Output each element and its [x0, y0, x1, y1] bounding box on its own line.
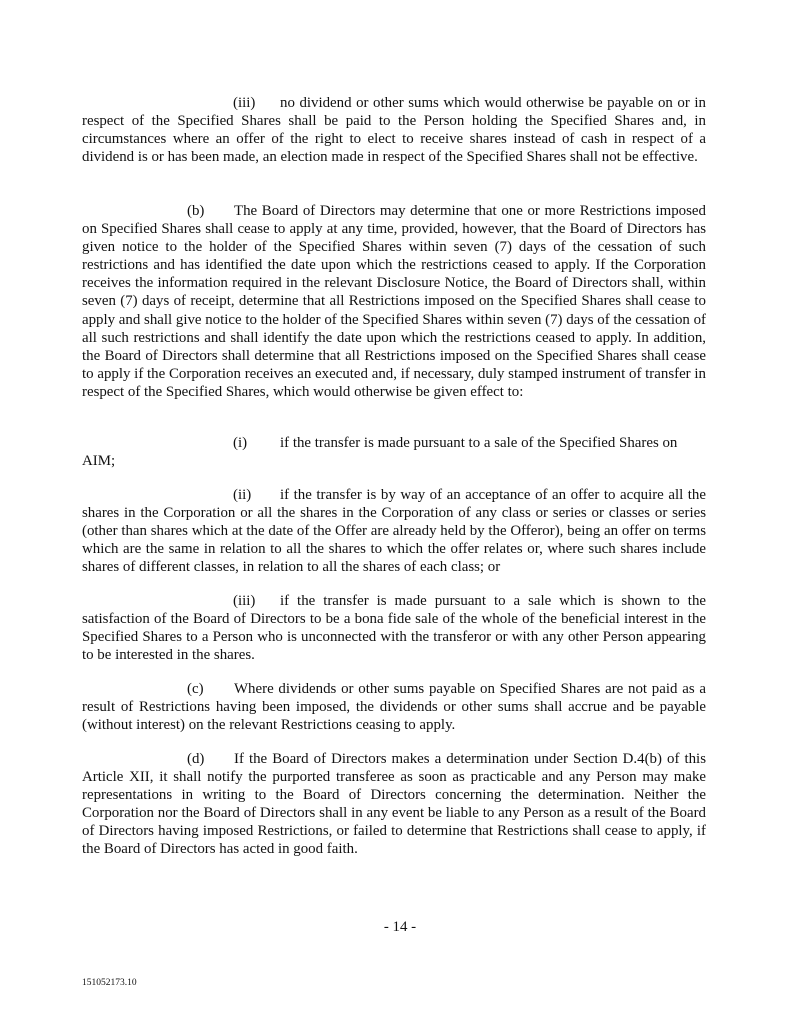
paragraph-first-line: If the Board of Directors makes a determination under Section D.4(b) of — [234, 751, 680, 767]
paragraph-iii-dividend — [82, 94, 706, 166]
paragraph-b — [82, 202, 706, 401]
paragraph-iii-transfer — [82, 592, 706, 664]
paragraph-marker: (iii) — [233, 593, 256, 609]
paragraph-marker: (d) — [187, 751, 205, 767]
paragraph-text: AIM; — [82, 453, 116, 470]
paragraph-text: as a result of Restrictions having been imposed, the dividends or other sums shall accrue and be payable (without interest) on the relevant Restrictions ceasing to apply. — [82, 681, 706, 734]
paragraph-marker: (iii) — [233, 95, 256, 111]
paragraph-text: the shares in the Corporation or all the shares in the Corporation of any class or series or classes or series (other than shares which at the date of the Offer are already held by the Offeror), being an offer on terms which are the same in relation to all the shares to which the offer relates or, where such shares include shares of different classes, in relation to all the shares of each class; or — [82, 487, 706, 576]
paragraph-first-line: if the transfer is made pursuant to a sale of the Specified Shares on — [280, 435, 678, 451]
page-number: - 14 - — [383, 919, 417, 935]
paragraph-first-line: no dividend or other sums which would otherwise be payable on or — [280, 95, 690, 111]
paragraph-d — [82, 750, 706, 859]
paragraph-first-line: if the transfer is by way of an acceptance of an offer to acquire all — [280, 487, 684, 503]
paragraph-marker: (b) — [187, 203, 205, 219]
paragraph-i — [82, 434, 706, 470]
paragraph-text: this Article XII, it shall notify the purported transferee as soon as practicable and any Person may make representations in writing to the Board of Directors concerning the determination. Neither the Corporation nor the Board of Directors shall in any event be liable to any Person as a result of the Board of Directors having imposed Restrictions, or failed to determine that Restrictions shall cease to apply, if the Board of Directors has acted in good faith. — [82, 751, 706, 858]
paragraph-marker: (ii) — [233, 487, 252, 503]
paragraph-first-line: Where dividends or other sums payable on Specified Shares are not paid — [234, 681, 678, 697]
paragraph-marker: (c) — [187, 681, 204, 697]
paragraph-text: in respect of the Specified Shares shall be paid to the Person holding the Specified Shares and, in circumstances where an offer of the right to elect to receive shares instead of cash in respect of a dividend is or has been made, an election made in respect of the Specified Shares shall not be effective. — [82, 95, 706, 166]
paragraph-first-line: The Board of Directors may determine that one or more Restrictions — [234, 203, 651, 219]
paragraph-marker: (i) — [233, 435, 248, 451]
paragraph-text: satisfaction of the Board of Directors to be a bona fide sale of the whole of the beneficial interest in the Specified Shares to a Person who is unconnected with the transferor or with any other Person appearing to be interested in the shares. — [82, 611, 706, 664]
document-id: 151052173.10 — [82, 978, 137, 988]
paragraph-first-line: if the transfer is made pursuant to a sale which is shown to the — [280, 593, 706, 609]
paragraph-ii — [82, 486, 706, 576]
paragraph-c — [82, 680, 706, 734]
paragraph-text: imposed on Specified Shares shall cease to apply at any time, provided, however, that the Board of Directors has given notice to the holder of the Specified Shares within seven (7) days of the cessation of such restrictions and has identified the date upon which the restrictions ceased to apply. If the Corporation receives the information required in the relevant Disclosure Notice, the Board of Directors shall, within seven (7) days of receipt, determine that all Restrictions imposed on the Specified Shares shall cease to apply and shall give notice to the holder of the Specified Shares within seven (7) days of the cessation of all such restrictions and shall identify the date upon which the restrictions ceased to apply. In addition, the Board of Directors shall determine that all Restrictions imposed on the Specified Shares shall cease to apply if the Corporation receives an executed and, if necessary, duly stamped instrument of transfer in respect of the Specified Shares, which would otherwise be given effect to: — [82, 203, 706, 400]
